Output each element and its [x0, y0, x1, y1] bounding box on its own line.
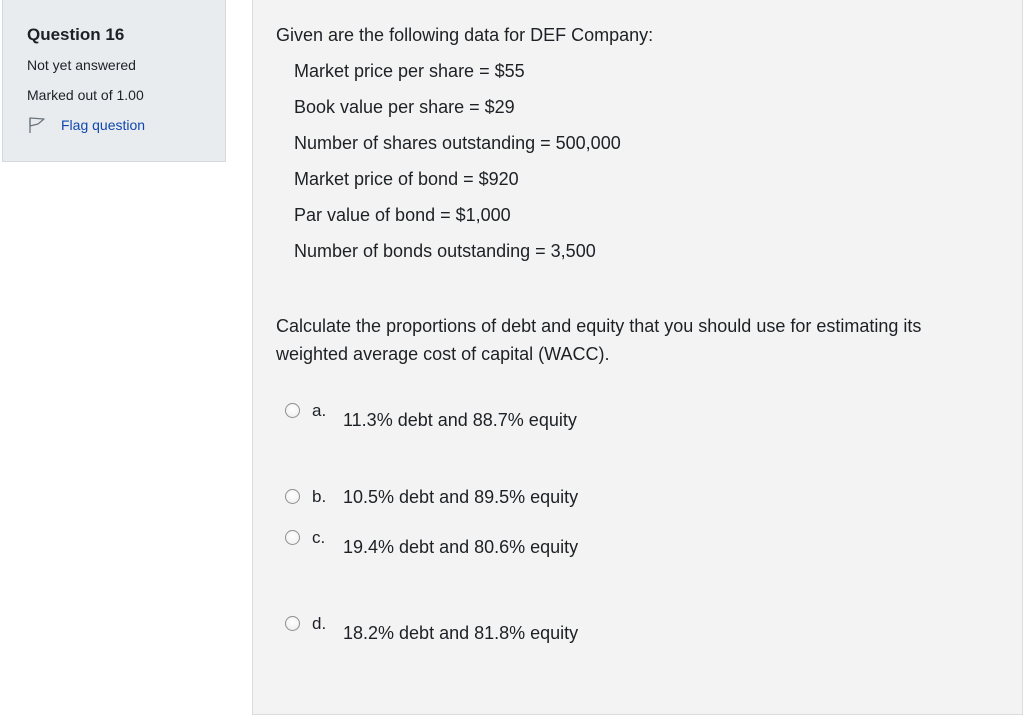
answer-option-b[interactable]: [285, 487, 885, 511]
option-text-d: 18.2% debt and 81.8% equity: [343, 623, 579, 643]
radio-button-a[interactable]: [285, 403, 300, 418]
question-state: Not yet answered: [27, 57, 136, 73]
data-line-book-value: Book value per share = $29: [294, 97, 515, 117]
radio-button-d[interactable]: [285, 616, 300, 631]
flag-question-label: Flag question: [61, 117, 146, 133]
option-text-a: 11.3% debt and 88.7% equity: [343, 410, 577, 430]
question-grade: Marked out of 1.00: [27, 87, 144, 103]
question-intro: Given are the following data for DEF Company:: [276, 25, 654, 45]
answer-option-d[interactable]: [285, 613, 885, 647]
question-prompt: Calculate the proportions of debt and equity that you should use for estimating its weighted average cost of capital (WACC).: [276, 316, 922, 364]
data-line-shares-outstanding: Number of shares outstanding = 500,000: [294, 133, 621, 153]
option-text-b: 10.5% debt and 89.5% equity: [343, 487, 579, 507]
option-letter-a: a.: [312, 401, 327, 420]
data-line-bond-price: Market price of bond = $920: [294, 169, 519, 189]
data-line-bond-par: Par value of bond = $1,000: [294, 205, 511, 225]
radio-button-c[interactable]: [285, 530, 300, 545]
flag-question-link[interactable]: [27, 116, 145, 134]
option-letter-c: c.: [312, 528, 326, 547]
option-letter-d: d.: [312, 614, 327, 633]
answer-option-c[interactable]: [285, 527, 885, 561]
radio-button-b[interactable]: [285, 489, 300, 504]
data-line-bonds-outstanding: Number of bonds outstanding = 3,500: [294, 241, 596, 261]
option-letter-b: b.: [312, 487, 327, 506]
data-line-market-price: Market price per share = $55: [294, 61, 525, 81]
flag-icon: [27, 116, 47, 134]
answer-option-a[interactable]: [285, 400, 885, 440]
question-content: [252, 0, 1023, 715]
option-text-c: 19.4% debt and 80.6% equity: [343, 537, 579, 557]
question-number: Question 16: [27, 25, 125, 44]
